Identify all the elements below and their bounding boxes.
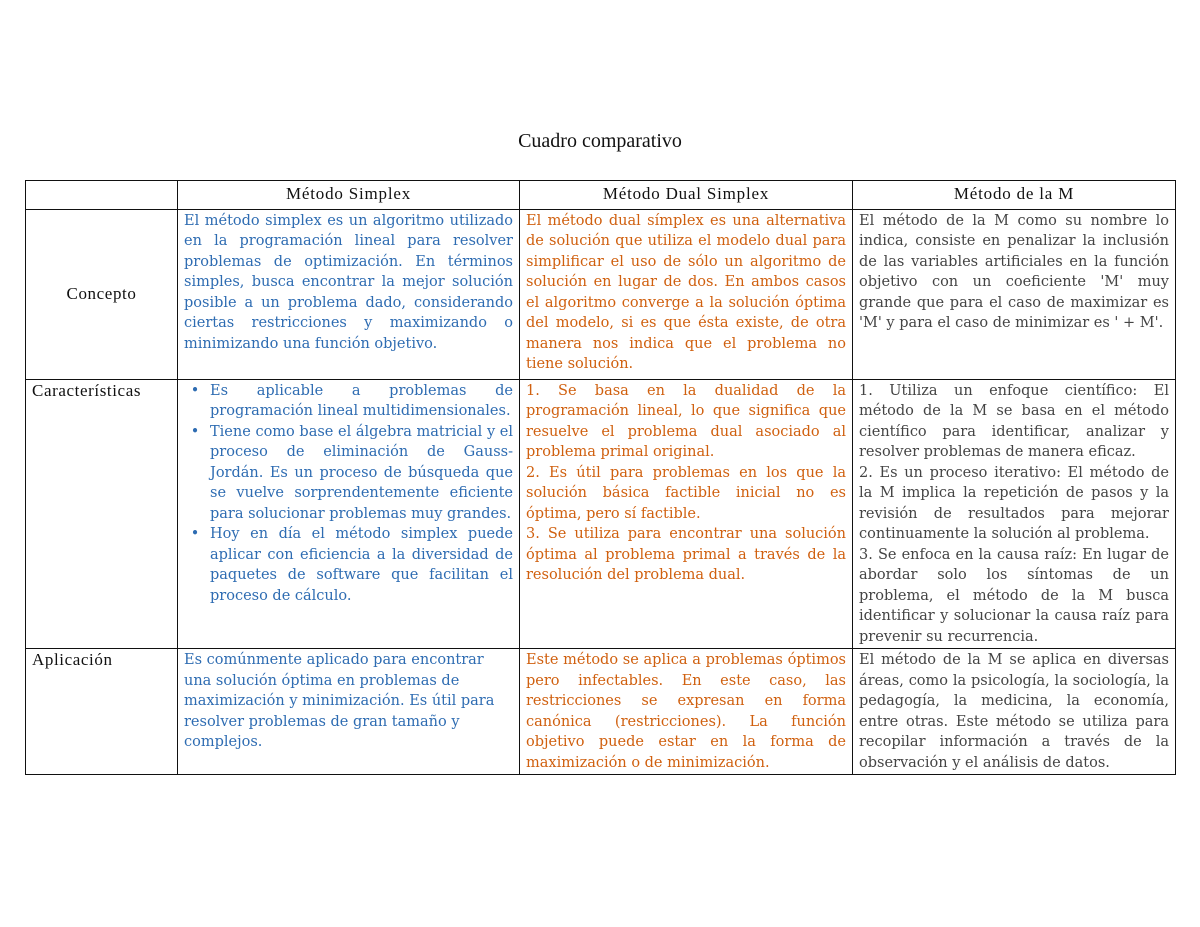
- list-item: 2. Es un proceso iterativo: El método de la M implica la repetición de pasos y la revisión de resultados para mejorar continuamente la solución al problema.: [859, 464, 1169, 542]
- simplex-bullet-list: [184, 381, 513, 607]
- list-item: 3. Se enfoca en la causa raíz: En lugar de abordar solo los síntomas de un problema, el método de la M busca identificar y solucionar la causa raíz para prevenir su recurrencia.: [859, 546, 1169, 645]
- header-simplex: Método Simplex: [178, 181, 520, 210]
- row-label-aplicacion: Aplicación: [26, 649, 178, 775]
- page-title: Cuadro comparativo: [518, 130, 682, 152]
- cell-concepto-m: El método de la M como su nombre lo indica, consiste en penalizar la inclusión de las variables artificiales en la función objetivo con un coeficiente 'M' muy grande que para el caso de maximizar es 'M' y para el caso de minimizar es ' + M'.: [853, 209, 1176, 379]
- list-item: 2. Es útil para problemas en los que la solución básica factible inicial no es óptima, pero sí factible.: [526, 464, 846, 522]
- list-item: 1. Se basa en la dualidad de la programación lineal, lo que significa que resuelve el problema dual asociado al problema primal original.: [526, 382, 846, 460]
- bullet-icon: •: [190, 382, 200, 399]
- bullet-icon: •: [190, 526, 200, 542]
- bullet-icon: •: [190, 423, 200, 440]
- list-item: 3. Se utiliza para encontrar una solución óptima al problema primal a través de la resolución del problema dual.: [526, 526, 846, 583]
- cell-concepto-dual: El método dual símplex es una alternativa de solución que utiliza el modelo dual para simplificar el uso de sólo un algoritmo de solución en lugar de dos. En ambos casos el algoritmo converge a la solución óptima del modelo, si es que ésta existe, de otra manera nos indica que el problema no tiene solución.: [520, 209, 853, 379]
- cell-concepto-simplex: El método simplex es un algoritmo utilizado en la programación lineal para resolver problemas de optimización. En términos simples, busca encontrar la mejor solución posible a un problema dado, considerando ciertas restricciones y maximizando o minimizando una función objetivo.: [178, 209, 520, 379]
- header-row: [26, 181, 1176, 210]
- cell-aplicacion-m: El método de la M se aplica en diversas áreas, como la psicología, la sociología, la pedagogía, la medicina, la economía, entre otras. Este método se utiliza para recopilar información a través de la observación y el análisis de datos.: [853, 649, 1176, 775]
- corner-cell: [26, 181, 178, 210]
- cell-caracteristicas-simplex: [178, 379, 520, 649]
- list-item: 1. Utiliza un enfoque científico: El método de la M se basa en el método científico para identificar, analizar y resolver problemas de manera eficaz.: [859, 382, 1169, 460]
- header-metodo-m: Método de la M: [853, 181, 1176, 210]
- cell-aplicacion-simplex: Es comúnmente aplicado para encontrar una solución óptima en problemas de maximización y minimización. Es útil para resolver problemas de gran tamaño y complejos.: [178, 649, 520, 775]
- list-item: • Hoy en día el método simplex puede aplicar con eficiencia a la diversidad de paquetes de software que facilitan el proceso de cálculo.: [210, 524, 513, 606]
- row-aplicacion: [26, 649, 1176, 775]
- comparison-table: [25, 180, 1176, 775]
- cell-caracteristicas-dual: [520, 379, 853, 649]
- list-item: • Es aplicable a problemas de programación lineal multidimensionales.: [210, 381, 513, 422]
- list-item: • Tiene como base el álgebra matricial y el proceso de eliminación de Gauss- Jordán. Es un proceso de búsqueda que se vuelve sorprendentemente eficiente para solucionar problemas muy grandes.: [210, 422, 513, 525]
- row-caracteristicas: [26, 379, 1176, 649]
- row-label-concepto: Concepto: [26, 209, 178, 379]
- header-dual-simplex: Método Dual Simplex: [520, 181, 853, 210]
- cell-aplicacion-dual: Este método se aplica a problemas óptimos pero infectables. En este caso, las restricciones se expresan en forma canónica (restricciones). La función objetivo puede estar en la forma de maximización o de minimización.: [520, 649, 853, 775]
- cell-caracteristicas-m: [853, 379, 1176, 649]
- row-label-caracteristicas: Características: [26, 379, 178, 649]
- row-concepto: [26, 209, 1176, 379]
